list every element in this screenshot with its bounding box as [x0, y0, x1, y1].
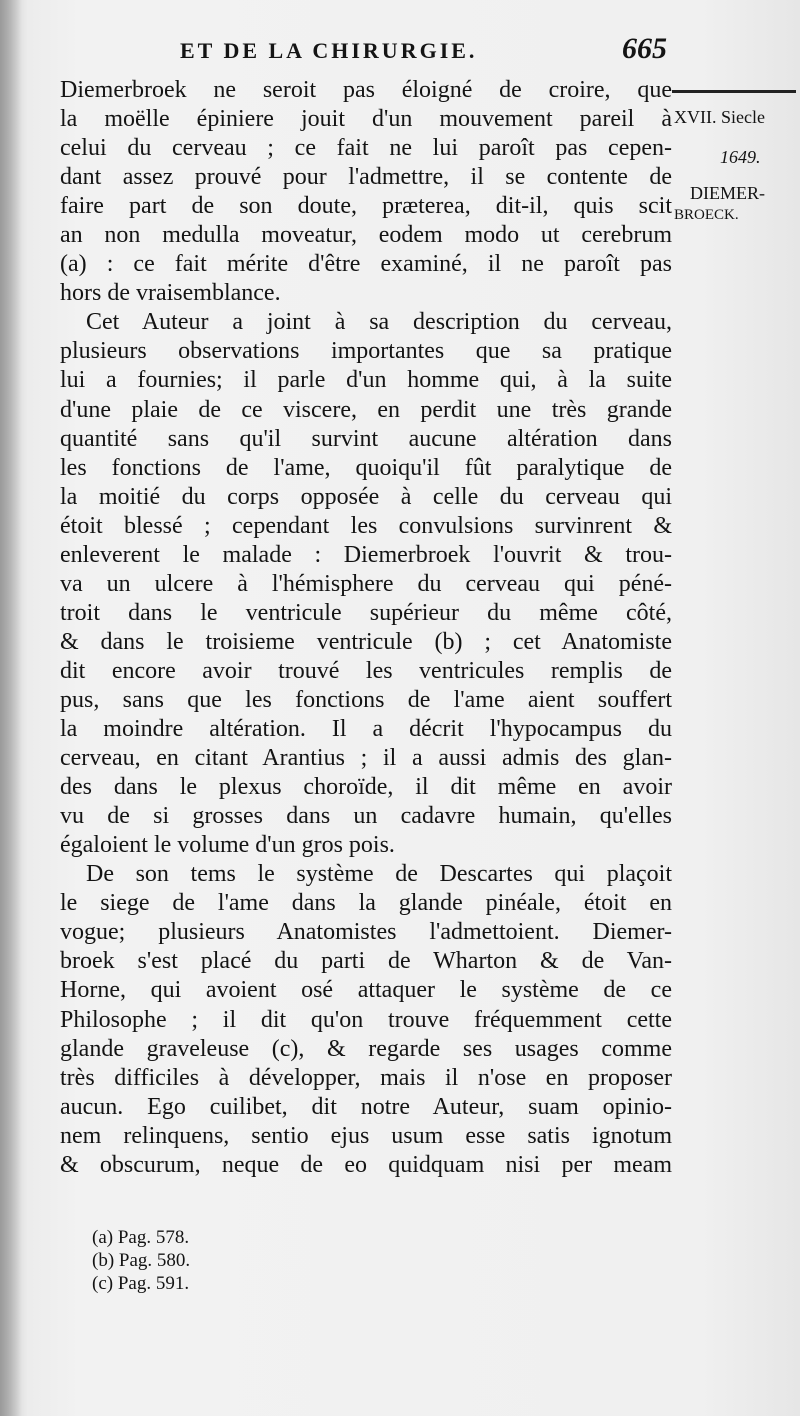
- text-line: troit dans le ventricule supérieur du même côté,: [60, 599, 672, 626]
- text-line: Diemerbroek ne seroit pas éloigné de croire, que: [60, 77, 672, 103]
- text-line: la moindre altération. Il a décrit l'hypocampus du: [60, 716, 672, 743]
- text-line: & dans le troisieme ventricule (b) ; cet Anatomiste: [60, 628, 672, 655]
- text-line: étoit blessé ; cependant les convulsions survinrent &: [60, 512, 672, 539]
- text-line: les fonctions de l'ame, quoiqu'il fût paralytique de: [60, 454, 672, 481]
- body-text: [60, 76, 672, 1180]
- margin-name-line1: DIEMER-: [690, 183, 765, 203]
- text-line: aucun. Ego cuilibet, dit notre Auteur, suam opinio-: [60, 1093, 672, 1120]
- text-line: hors de vraisemblance.: [60, 280, 281, 307]
- text-line: lui a fournies; il parle d'un homme qui, à la suite: [60, 367, 672, 394]
- text-line: quantité sans qu'il survint aucune altération dans: [60, 425, 672, 452]
- text-line: plusieurs observations importantes que sa pratique: [60, 338, 672, 365]
- text-line: vu de si grosses dans un cadavre humain, qu'elles: [60, 803, 672, 830]
- margin-notes: [674, 103, 800, 229]
- text-line: pus, sans que les fonctions de l'ame aient souffert: [60, 686, 672, 713]
- text-line: De son tems le système de Descartes qui plaçoit: [86, 861, 672, 888]
- text-line: le siege de l'ame dans la glande pinéale, étoit en: [60, 890, 672, 917]
- text-line: nem relinquens, sentio ejus usum esse satis ignotum: [60, 1122, 672, 1149]
- running-head: ET DE LA CHIRURGIE.: [180, 38, 478, 63]
- margin-name-line2: BROECK.: [674, 207, 739, 223]
- text-line: la moitié du corps opposée à celle du cerveau qui: [60, 483, 672, 510]
- text-line: enleverent le malade : Diemerbroek l'ouvrit & trou-: [60, 541, 672, 568]
- text-line: vogue; plusieurs Anatomistes l'admettoient. Diemer-: [60, 919, 672, 946]
- footnote: (c) Pag. 591.: [92, 1273, 190, 1294]
- text-line: glande graveleuse (c), & regarde ses usages comme: [60, 1035, 672, 1062]
- text-line: cerveau, en citant Arantius ; il a aussi admis des glan-: [60, 745, 672, 772]
- text-line: broek s'est placé du parti de Wharton & de Van-: [60, 948, 672, 975]
- text-line: égaloient le volume d'un gros pois.: [60, 832, 395, 859]
- text-line: Philosophe ; il dit qu'on trouve fréquemment cette: [60, 1006, 672, 1033]
- text-line: d'une plaie de ce viscere, en perdit une très grande: [60, 396, 672, 423]
- text-line: va un ulcere à l'hémisphere du cerveau qui péné-: [60, 570, 672, 597]
- page-number: 665: [622, 32, 667, 65]
- text-line: dant assez prouvé pour l'admettre, il se contente de: [60, 164, 672, 191]
- text-line: la moëlle épiniere jouit d'un mouvement pareil à: [60, 106, 672, 133]
- gutter-shadow: [0, 0, 22, 1416]
- footnotes: [92, 1226, 190, 1295]
- text-line: an non medulla moveatur, eodem modo ut cerebrum: [60, 222, 672, 249]
- text-line: très difficiles à développer, mais il n'ose en proposer: [60, 1064, 672, 1091]
- margin-rule: [672, 90, 796, 93]
- margin-year: 1649.: [720, 147, 761, 167]
- text-line: dit encore avoir trouvé les ventricules remplis de: [60, 657, 672, 684]
- footnote: (a) Pag. 578.: [92, 1227, 190, 1248]
- text-line: & obscurum, neque de eo quidquam nisi per meam: [60, 1151, 672, 1178]
- text-line: des dans le plexus choroïde, il dit même en avoir: [60, 774, 672, 801]
- text-line: Horne, qui avoient osé attaquer le système de ce: [60, 977, 672, 1004]
- footnote: (b) Pag. 580.: [92, 1250, 191, 1271]
- text-line: (a) : ce fait mérite d'être examiné, il ne paroît pas: [60, 251, 672, 278]
- text-line: Cet Auteur a joint à sa description du cerveau,: [86, 309, 672, 336]
- margin-century: XVII. Siecle: [674, 107, 765, 127]
- text-line: celui du cerveau ; ce fait ne lui paroît pas cepen-: [60, 135, 672, 162]
- text-line: faire part de son doute, præterea, dit-il, quis scit: [60, 193, 672, 220]
